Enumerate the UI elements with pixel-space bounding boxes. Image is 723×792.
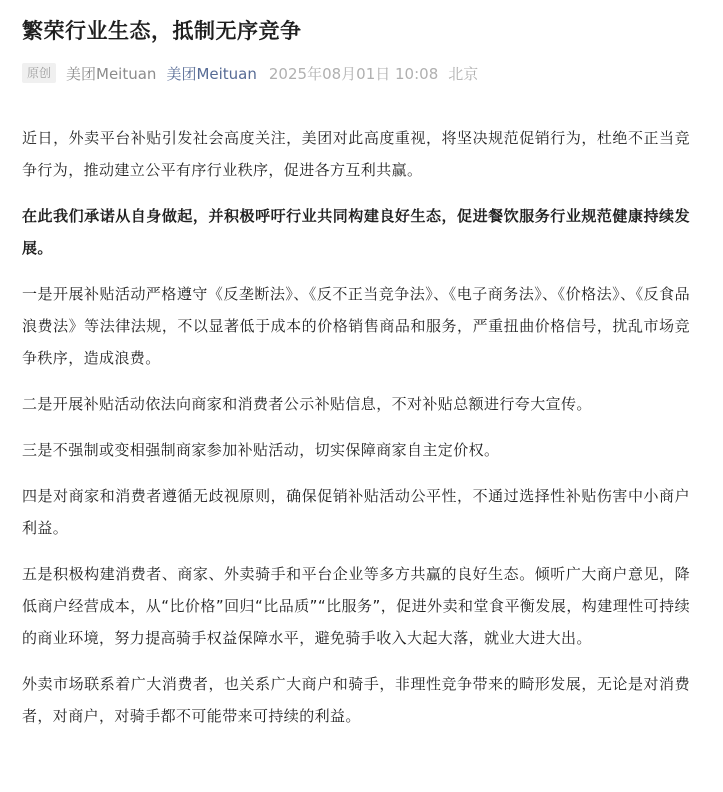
- article-content: [22, 122, 690, 732]
- paragraph-point-5: 五是积极构建消费者、商家、外卖骑手和平台企业等多方共赢的良好生态。倾听广大商户意见，降低商户经营成本，从“比价格”回归“比品质”“比服务”，促进外卖和堂食平衡发展，构建理性可持续的商业环境，努力提高骑手权益保障水平，避免骑手收入大起大落，就业大进大出。: [22, 565, 690, 647]
- publish-date: 2025年08月01日 10:08: [268, 64, 439, 83]
- author-name: 美团Meituan: [66, 64, 157, 83]
- paragraph-point-4: 四是对商家和消费者遵循无歧视原则，确保促销补贴活动公平性，不通过选择性补贴伤害中小商户利益。: [22, 487, 690, 537]
- paragraph-intro: 近日，外卖平台补贴引发社会高度关注，美团对此高度重视，将坚决规范促销行为，杜绝不正当竞争行为，推动建立公平有序行业秩序，促进各方互利共赢。: [22, 129, 690, 179]
- account-link[interactable]: 美团Meituan: [166, 64, 257, 83]
- article-title: 繁荣行业生态，抵制无序竞争: [22, 19, 302, 43]
- paragraph-commitment: 在此我们承诺从自身做起，并积极呼吁行业共同构建良好生态，促进餐饮服务行业规范健康持续发展。: [22, 207, 690, 257]
- original-badge: 原创: [22, 63, 56, 83]
- paragraph-point-1: 一是开展补贴活动严格遵守《反垄断法》、《反不正当竞争法》、《电子商务法》、《价格法》、《反食品浪费法》等法律法规，不以显著低于成本的价格销售商品和服务，严重扭曲价格信号，扰乱市场竞争秩序，造成浪费。: [22, 285, 690, 367]
- paragraph-point-2: 二是开展补贴活动依法向商家和消费者公示补贴信息，不对补贴总额进行夸大宣传。: [22, 395, 592, 413]
- paragraph-conclusion: 外卖市场联系着广大消费者，也关系广大商户和骑手，非理性竞争带来的畸形发展，无论是对消费者，对商户，对骑手都不可能带来可持续的利益。: [22, 675, 690, 725]
- paragraph-point-3: 三是不强制或变相强制商家参加补贴活动，切实保障商家自主定价权。: [22, 441, 500, 459]
- publish-location: 北京: [448, 64, 479, 83]
- article-meta: [22, 62, 705, 84]
